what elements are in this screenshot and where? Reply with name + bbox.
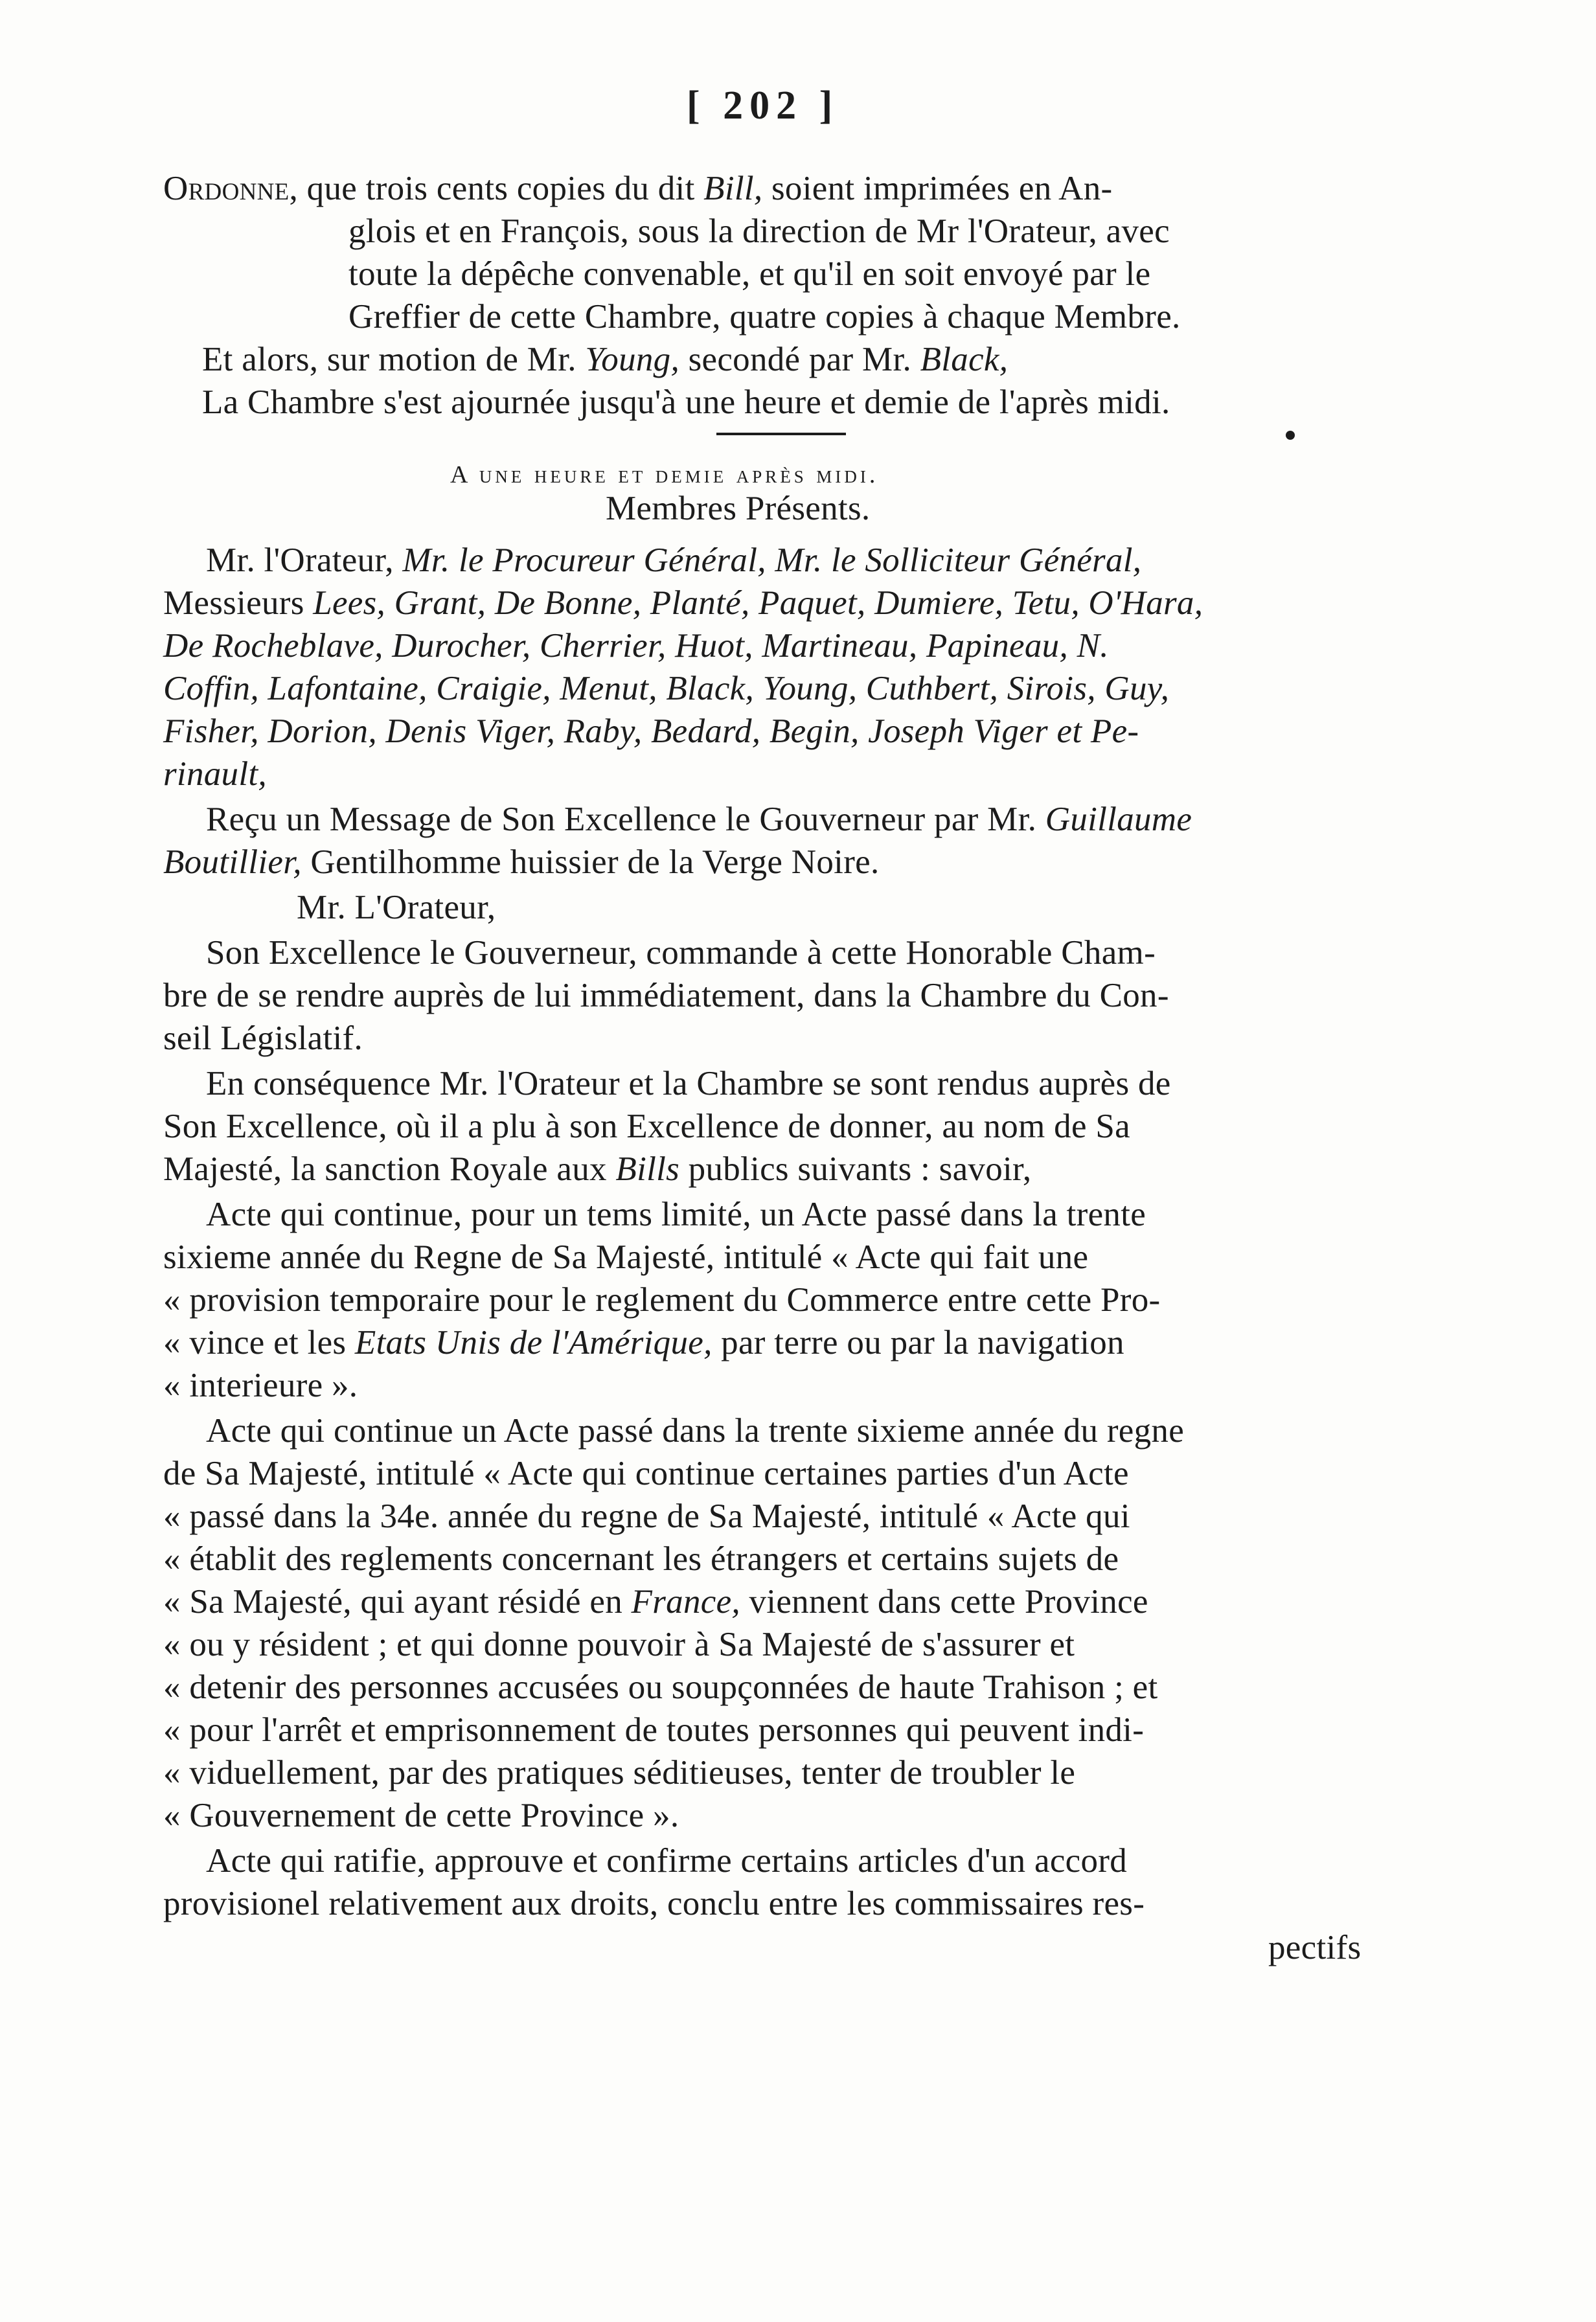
session-heading: A une heure et demie après midi.: [450, 461, 879, 488]
members-orateur: Mr. l'Orateur,: [206, 541, 403, 579]
message-surname: Boutillier,: [163, 843, 302, 881]
page-number: [ 202 ]: [687, 84, 839, 128]
consequence-text-end: publics suivants : savoir,: [679, 1150, 1032, 1188]
acte3-line-1: Acte qui ratifie, approuve et confirme certains articles d'un accord: [206, 1842, 1128, 1880]
ordonne-text-end: soient imprimées en An-: [762, 170, 1113, 207]
members-heading: Membres Présents.: [606, 490, 871, 527]
acte1-etats-unis: Etats Unis de l'Amérique,: [354, 1324, 712, 1361]
ordonne-line-3: toute la dépêche convenable, et qu'il en soit envoyé par le: [348, 255, 1151, 293]
consequence-line-3: [163, 1148, 1031, 1190]
acte2-line-2: de Sa Majesté, intitulé « Acte qui continue certaines parties d'un Acte: [163, 1455, 1129, 1492]
acte2-line-1: Acte qui continue un Acte passé dans la trente sixieme année du regne: [206, 1412, 1185, 1450]
motion-young: Young,: [585, 341, 680, 378]
command-line-1: Son Excellence le Gouverneur, commande à cette Honorable Cham-: [206, 934, 1156, 972]
command-line-3: seil Législatif.: [163, 1019, 363, 1057]
acte2-line-6: « ou y résident ; et qui donne pouvoir à Sa Majesté de s'assurer et: [163, 1626, 1075, 1663]
acte2-line-10: « Gouvernement de cette Province ».: [163, 1797, 679, 1834]
consequence-line-2: Son Excellence, où il a plu à son Excellence de donner, au nom de Sa: [163, 1108, 1130, 1145]
acte1-text: « vince et les: [163, 1324, 355, 1361]
ornament-dot: [1286, 431, 1295, 440]
motion-text-2: secondé par Mr.: [679, 341, 920, 378]
acte2-text: « Sa Majesté, qui ayant résidé en: [163, 1583, 632, 1621]
acte2-line-8: « pour l'arrêt et emprisonnement de toutes personnes qui peuvent indi-: [163, 1711, 1145, 1749]
members-line-2: [163, 582, 1203, 624]
section-divider: [716, 433, 846, 435]
message-text: Reçu un Message de Son Excellence le Gouverneur par Mr.: [206, 801, 1045, 838]
members-line-6: rinault,: [163, 755, 267, 793]
acte2-line-3: « passé dans la 34e. année du regne de Sa Majesté, intitulé « Acte qui: [163, 1497, 1130, 1535]
motion-black: Black,: [920, 341, 1009, 378]
message-name: Guillaume: [1045, 801, 1192, 838]
members-names-1: Lees, Grant, De Bonne, Planté, Paquet, Dumiere, Tetu, O'Hara,: [313, 584, 1203, 622]
members-officers: Mr. le Procureur Général, Mr. le Solliciteur Général,: [402, 541, 1142, 579]
motion-text: Et alors, sur motion de Mr.: [202, 341, 586, 378]
command-line-2: bre de se rendre auprès de lui immédiatement, dans la Chambre du Con-: [163, 977, 1169, 1014]
message-line-1: [206, 798, 1192, 841]
acte1-text-end: par terre ou par la navigation: [712, 1324, 1124, 1361]
acte2-line-9: « viduellement, par des pratiques séditieuses, tenter de troubler le: [163, 1754, 1076, 1792]
ordonne-text: que trois cents copies du dit: [298, 170, 704, 207]
members-line-3: De Rocheblave, Durocher, Cherrier, Huot, Martineau, Papineau, N.: [163, 627, 1109, 665]
acte1-line-1: Acte qui continue, pour un tems limité, un Acte passé dans la trente: [206, 1196, 1146, 1233]
message-line-2: [163, 841, 880, 883]
address-line: Mr. L'Orateur,: [297, 889, 496, 926]
motion-line: [202, 338, 1008, 381]
ordonne-line-4: Greffier de cette Chambre, quatre copies à chaque Membre.: [348, 298, 1181, 336]
acte1-line-3: « provision temporaire pour le reglement du Commerce entre cette Pro-: [163, 1281, 1161, 1319]
catchword: pectifs: [1268, 1929, 1362, 1966]
members-messieurs: Messieurs: [163, 584, 314, 622]
acte1-line-4: [163, 1321, 1124, 1364]
consequence-line-1: En conséquence Mr. l'Orateur et la Chambre se sont rendus auprès de: [206, 1065, 1171, 1102]
members-line-1: [206, 539, 1141, 582]
bill-term: Bill,: [703, 170, 763, 207]
members-line-4: Coffin, Lafontaine, Craigie, Menut, Black, Young, Cuthbert, Sirois, Guy,: [163, 670, 1170, 707]
bills-term: Bills: [615, 1150, 680, 1188]
adjourn-line: La Chambre s'est ajournée jusqu'à une heure et demie de l'après midi.: [202, 383, 1170, 421]
acte2-text-end: viennent dans cette Province: [740, 1583, 1148, 1621]
ordonne-lead: Ordonne,: [163, 170, 299, 207]
acte2-line-4: « établit des reglements concernant les étrangers et certains sujets de: [163, 1540, 1119, 1578]
acte3-line-2: provisionel relativement aux droits, conclu entre les commissaires res-: [163, 1885, 1145, 1922]
acte2-line-7: « detenir des personnes accusées ou soupçonnées de haute Trahison ; et: [163, 1668, 1158, 1706]
acte1-line-5: « interieure ».: [163, 1367, 358, 1404]
message-title: Gentilhomme huissier de la Verge Noire.: [301, 843, 880, 881]
acte1-line-2: sixieme année du Regne de Sa Majesté, intitulé « Acte qui fait une: [163, 1238, 1089, 1276]
consequence-text: Majesté, la sanction Royale aux: [163, 1150, 616, 1188]
acte2-france: France,: [631, 1583, 740, 1621]
members-line-5: Fisher, Dorion, Denis Viger, Raby, Bedard, Begin, Joseph Viger et Pe-: [163, 712, 1139, 750]
acte2-line-5: [163, 1580, 1148, 1623]
ordonne-line-2: glois et en François, sous la direction de Mr l'Orateur, avec: [348, 212, 1170, 250]
ordonne-line-1: [163, 167, 1113, 210]
